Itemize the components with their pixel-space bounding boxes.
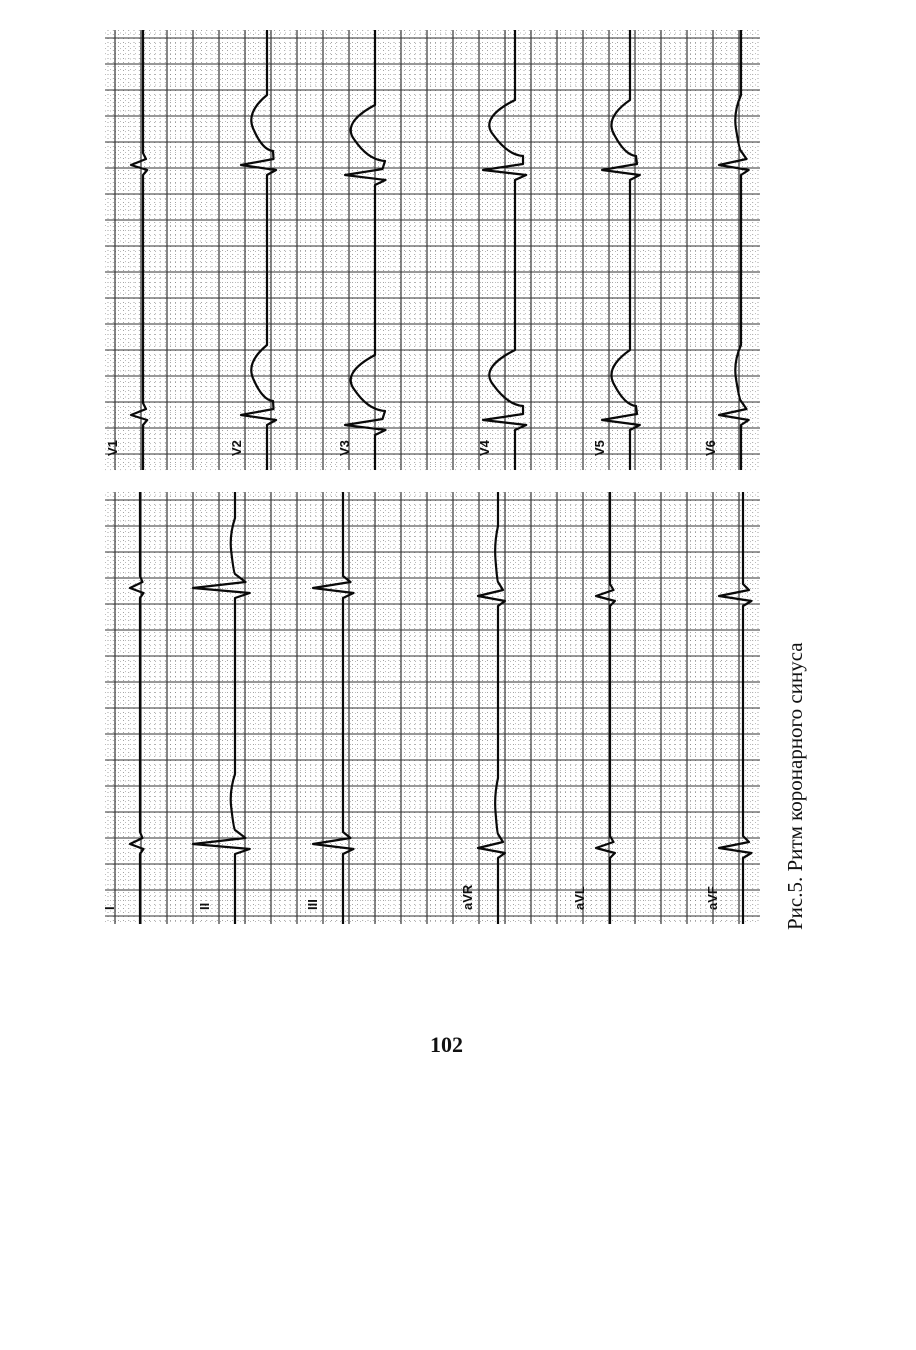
figure-caption-text: Рис.5. Ритм коронарного синуса [783,642,807,930]
lead-label-ii: II [197,902,212,910]
lead-label-avr: aVR [460,884,475,910]
lead-v5 [592,30,640,470]
lead-label-v5: V5 [592,440,607,456]
lead-label-iii: III [305,899,320,910]
page-number: 102 [430,1032,463,1057]
ecg-chest-leads-svg [105,30,760,470]
lead-label-avl: aVL [572,886,587,910]
lead-label-v1: V1 [105,440,120,456]
ecg-strip-limb-leads [102,492,760,924]
ecg-grid [105,492,760,924]
ecg-grid [105,30,760,470]
ecg-trace-v3 [345,30,386,470]
lead-label-avf: aVF [705,886,720,910]
lead-label-i: I [102,906,117,910]
ecg-strip-chest-leads [105,30,760,470]
lead-label-v6: V6 [703,440,718,456]
ecg-trace-v6 [719,30,749,470]
lead-label-v2: V2 [229,440,244,456]
lead-v6 [703,30,749,470]
lead-label-v3: V3 [337,440,352,456]
ecg-trace-v5 [602,30,640,470]
lead-label-v4: V4 [477,440,492,456]
ecg-limb-leads-svg [102,492,760,924]
